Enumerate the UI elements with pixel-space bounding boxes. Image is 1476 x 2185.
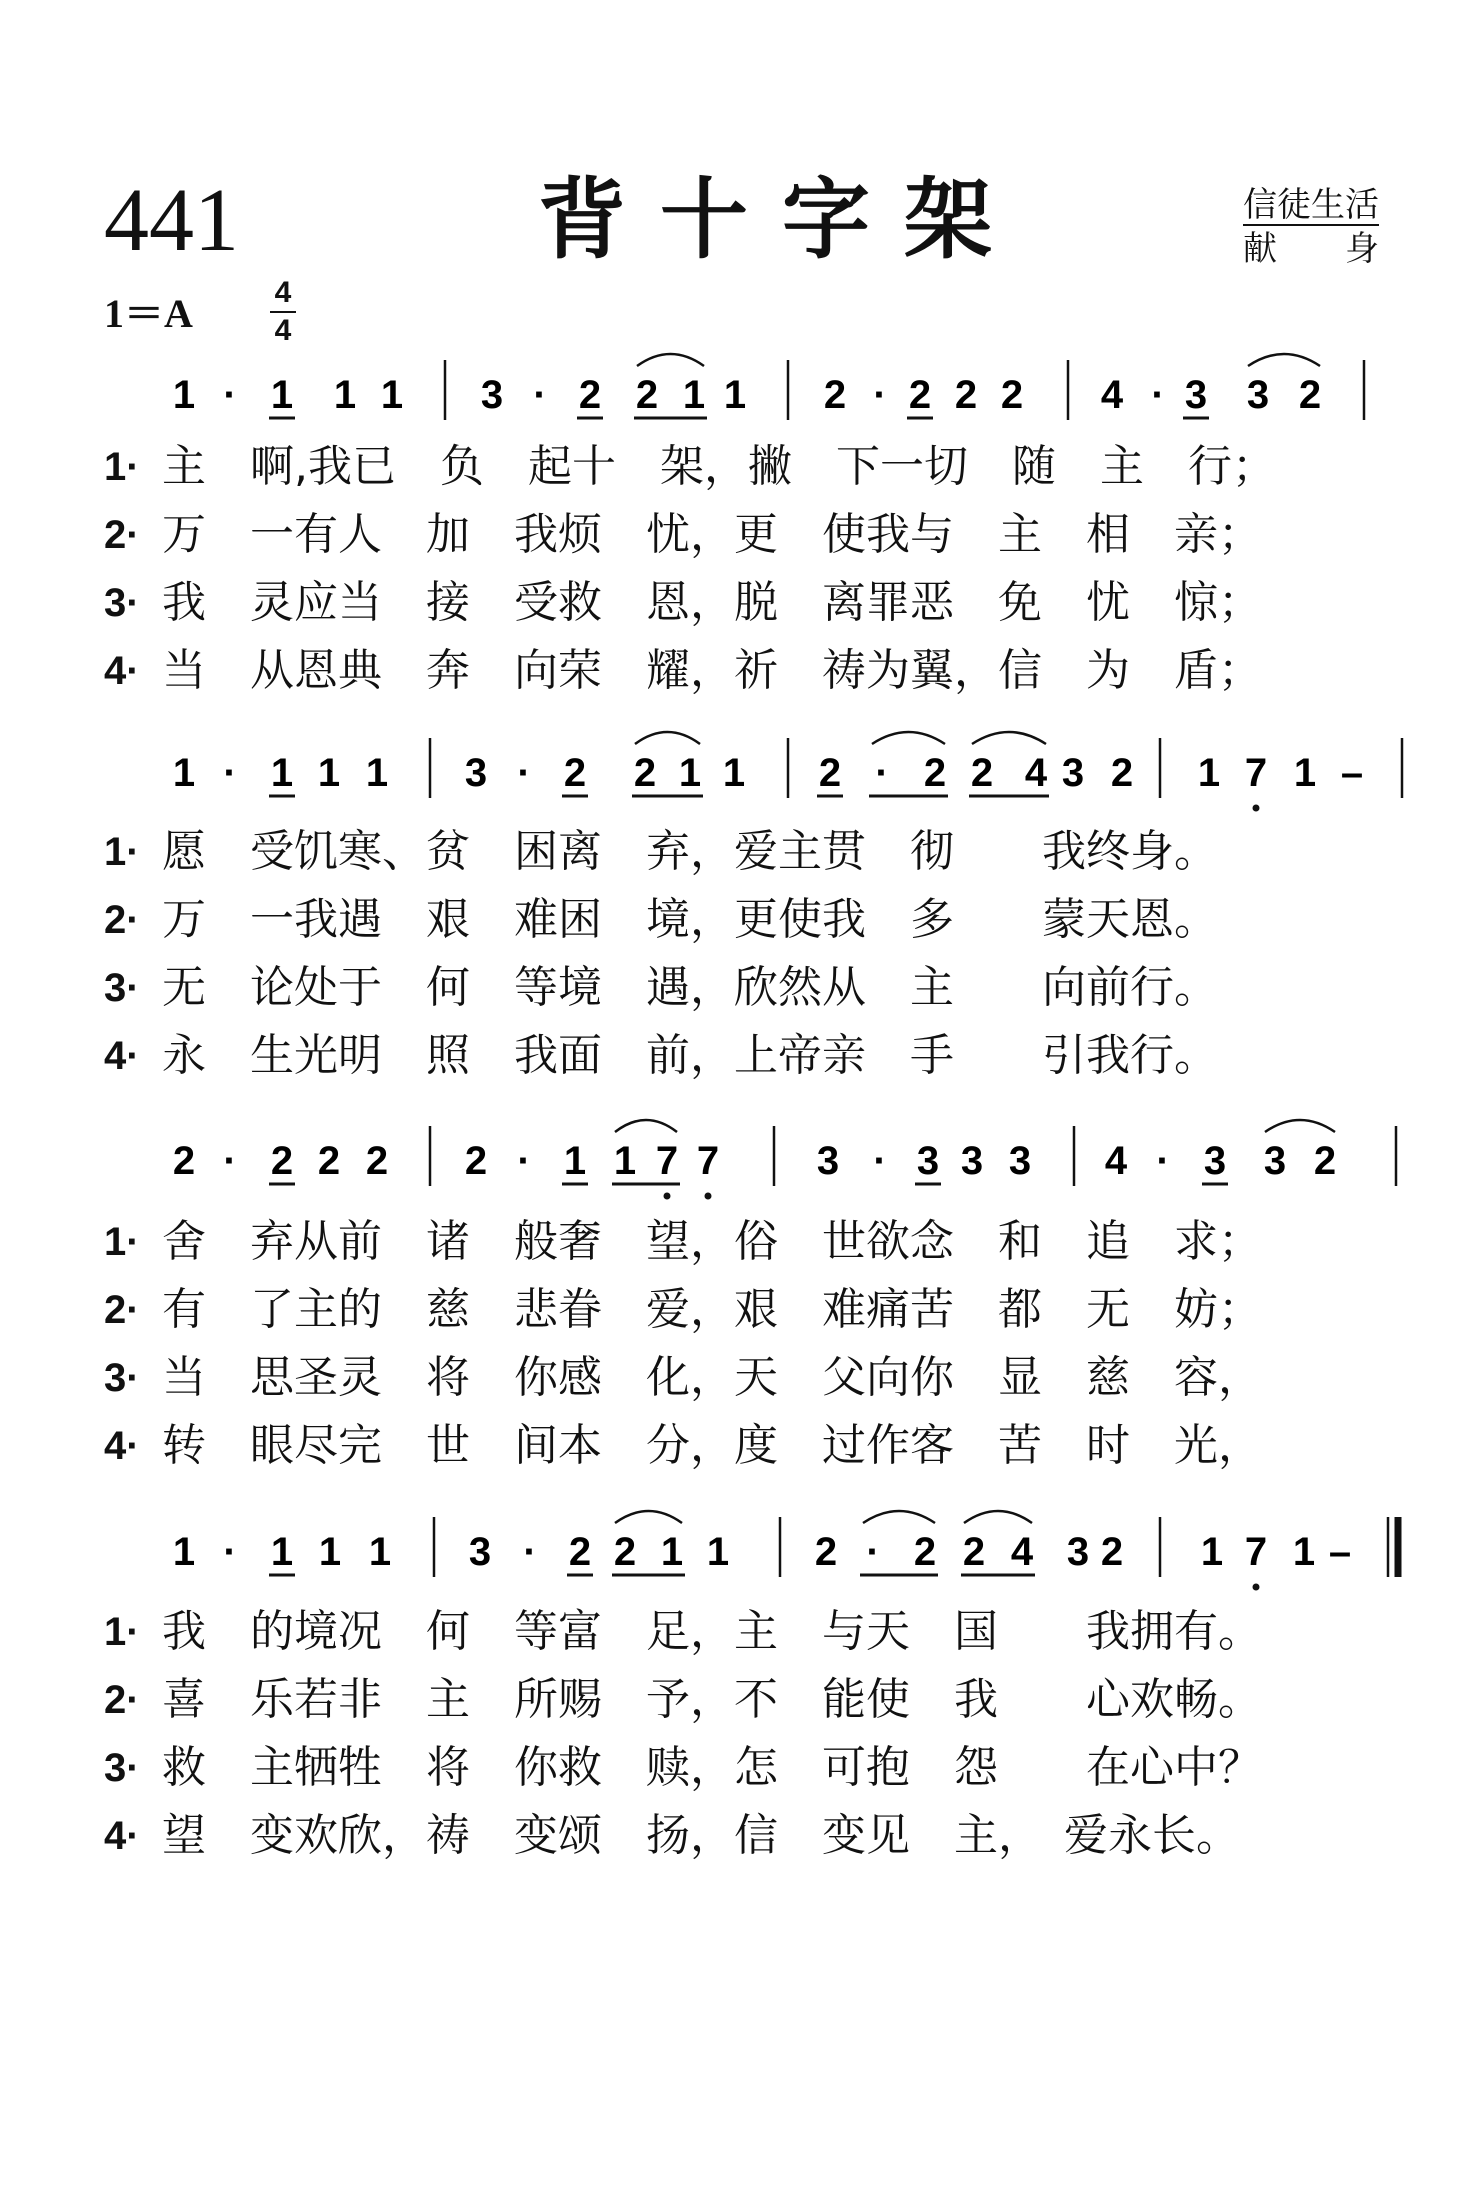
note: 1 — [317, 751, 341, 795]
note: 1 — [380, 373, 404, 417]
category-line-1: 信徒生活 — [1243, 185, 1379, 225]
note: 2 — [563, 751, 587, 795]
time-signature-top: 4 — [274, 276, 292, 309]
note: 1 — [1200, 1530, 1224, 1574]
verse-number: 4· — [104, 1814, 140, 1858]
note: 2 — [1000, 373, 1024, 417]
note: 1 — [368, 1530, 392, 1574]
note: 3 — [1008, 1139, 1032, 1183]
note: 1 — [318, 1530, 342, 1574]
note: 1 — [172, 751, 196, 795]
slur-arc — [635, 732, 700, 744]
note: 4 — [1104, 1139, 1128, 1183]
note: 2 — [1110, 751, 1134, 795]
note: 3 — [960, 1139, 984, 1183]
lyric-line: 转 眼尽完 世 间本 分，度 过作客 苦 时 光， — [162, 1420, 1262, 1471]
note: 7 — [1244, 751, 1268, 795]
lyric-line: 我 灵应当 接 受救 恩，脱 离罪恶 免 忧 惊； — [162, 577, 1262, 628]
low-octave-dot — [705, 1193, 712, 1200]
dot-augment: · — [523, 1530, 537, 1574]
note: 1 — [1292, 1530, 1316, 1574]
key-signature: 1＝A — [104, 291, 193, 336]
note: 1 — [660, 1530, 684, 1574]
note: 2 — [365, 1139, 389, 1183]
verse-number: 1· — [104, 445, 140, 489]
verse-number: 3· — [104, 1746, 140, 1790]
note: 1 — [365, 751, 389, 795]
slur-arc — [964, 1511, 1032, 1523]
slur-arc — [615, 1511, 682, 1523]
slur-arc — [872, 732, 945, 744]
note: 3 — [1061, 751, 1085, 795]
dot-augment: · — [875, 751, 889, 795]
lyric-line: 我 的境况 何 等富 足，主 与天 国 我拥有。 — [162, 1606, 1262, 1657]
note: 2 — [970, 751, 994, 795]
note: 2 — [908, 373, 932, 417]
lyric-line: 当 从恩典 奔 向荣 耀，祈 祷为翼，信 为 盾； — [162, 645, 1262, 696]
note: 1 — [678, 751, 702, 795]
lyric-line: 愿 受饥寒、贫 困离 弃，爱主贯 彻 我终身。 — [162, 826, 1218, 877]
note: 3 — [464, 751, 488, 795]
note: 7 — [1244, 1530, 1268, 1574]
dot-augment: · — [873, 373, 887, 417]
note: 1 — [1293, 751, 1317, 795]
note: 1 — [172, 373, 196, 417]
note: 4 — [1100, 373, 1124, 417]
hymn-number: 441 — [104, 171, 239, 270]
note: 3 — [1184, 373, 1208, 417]
note: 3 — [480, 373, 504, 417]
dash-sustain: – — [1340, 751, 1364, 795]
note: 3 — [1203, 1139, 1227, 1183]
lyric-line: 喜 乐若非 主 所赐 予，不 能使 我 心欢畅。 — [162, 1674, 1262, 1725]
slur-arc — [615, 1120, 677, 1132]
note: 3 — [1246, 373, 1270, 417]
note: 1 — [722, 751, 746, 795]
time-signature-bottom: 4 — [274, 314, 292, 347]
lyric-line: 万 一有人 加 我烦 忧，更 使我与 主 相 亲； — [162, 509, 1262, 560]
lyric-line: 救 主牺牲 将 你救 赎，怎 可抱 怨 在心中？ — [162, 1742, 1262, 1793]
dot-augment: · — [1151, 373, 1165, 417]
note: 4 — [1010, 1530, 1034, 1574]
slur-arc — [972, 732, 1046, 744]
note: 1 — [270, 373, 294, 417]
note: 1 — [172, 1530, 196, 1574]
verse-number: 1· — [104, 1220, 140, 1264]
note: 2 — [270, 1139, 294, 1183]
slur-arc — [637, 354, 704, 366]
hymn-title: 背十字架 — [538, 168, 1027, 271]
note: 1 — [563, 1139, 587, 1183]
note: 2 — [913, 1530, 937, 1574]
note: 2 — [814, 1530, 838, 1574]
dot-augment: · — [517, 751, 531, 795]
verse-number: 4· — [104, 649, 140, 693]
verse-number: 3· — [104, 1356, 140, 1400]
dot-augment: · — [223, 1530, 237, 1574]
verse-number: 3· — [104, 966, 140, 1010]
dot-augment: · — [223, 1139, 237, 1183]
lyric-line: 当 思圣灵 将 你感 化，天 父向你 显 慈 容， — [162, 1352, 1262, 1403]
note: 4 — [1024, 751, 1048, 795]
note: 2 — [578, 373, 602, 417]
note: 2 — [1298, 373, 1322, 417]
note: 2 — [1100, 1530, 1124, 1574]
note: 2 — [823, 373, 847, 417]
lyric-line: 舍 弃从前 诸 般奢 望，俗 世欲念 和 追 求； — [162, 1216, 1262, 1267]
lyric-line: 望 变欢欣，祷 变颂 扬，信 变见 主， 爱永长。 — [162, 1810, 1240, 1861]
note: 2 — [172, 1139, 196, 1183]
category-line-2: 献 身 — [1243, 229, 1379, 269]
note: 2 — [317, 1139, 341, 1183]
note: 3 — [816, 1139, 840, 1183]
note: 2 — [818, 751, 842, 795]
lyric-line: 无 论处于 何 等境 遇，欣然从 主 向前行。 — [162, 962, 1218, 1013]
note: 1 — [333, 373, 357, 417]
verse-number: 2· — [104, 1678, 140, 1722]
note: 1 — [1197, 751, 1221, 795]
note: 2 — [1313, 1139, 1337, 1183]
dot-augment: · — [1156, 1139, 1170, 1183]
note: 2 — [613, 1530, 637, 1574]
lyric-line: 万 一我遇 艰 难困 境，更使我 多 蒙天恩。 — [162, 894, 1218, 945]
dot-augment: · — [223, 751, 237, 795]
note: 7 — [696, 1139, 720, 1183]
note: 7 — [655, 1139, 679, 1183]
dot-augment: · — [517, 1139, 531, 1183]
verse-number: 2· — [104, 513, 140, 557]
note: 2 — [923, 751, 947, 795]
note: 2 — [962, 1530, 986, 1574]
verse-number: 4· — [104, 1424, 140, 1468]
dot-augment: · — [866, 1530, 880, 1574]
note: 1 — [613, 1139, 637, 1183]
lyric-line: 主 啊,我已 负 起十 架，撇 下一切 随 主 行； — [162, 441, 1276, 492]
verse-number: 1· — [104, 830, 140, 874]
lyric-line: 有 了主的 慈 悲眷 爱，艰 难痛苦 都 无 妨； — [162, 1284, 1262, 1335]
note: 1 — [706, 1530, 730, 1574]
note: 1 — [682, 373, 706, 417]
slur-arc — [1248, 354, 1320, 366]
note: 2 — [954, 373, 978, 417]
slur-arc — [863, 1511, 935, 1523]
note: 2 — [464, 1139, 488, 1183]
dot-augment: · — [873, 1139, 887, 1183]
note: 1 — [723, 373, 747, 417]
low-octave-dot — [1253, 1584, 1260, 1591]
verse-number: 3· — [104, 581, 140, 625]
verse-number: 4· — [104, 1034, 140, 1078]
note: 2 — [635, 373, 659, 417]
note: 3 — [1066, 1530, 1090, 1574]
low-octave-dot — [664, 1193, 671, 1200]
verse-number: 2· — [104, 898, 140, 942]
low-octave-dot — [1253, 805, 1260, 812]
verse-number: 2· — [104, 1288, 140, 1332]
note: 3 — [916, 1139, 940, 1183]
note: 2 — [633, 751, 657, 795]
verse-number: 1· — [104, 1610, 140, 1654]
dot-augment: · — [223, 373, 237, 417]
note: 1 — [270, 1530, 294, 1574]
slur-arc — [1265, 1120, 1335, 1132]
note: 2 — [568, 1530, 592, 1574]
note: 3 — [468, 1530, 492, 1574]
note: 1 — [270, 751, 294, 795]
lyric-line: 永 生光明 照 我面 前，上帝亲 手 引我行。 — [162, 1030, 1218, 1081]
note: 3 — [1263, 1139, 1287, 1183]
dash-sustain: – — [1328, 1530, 1352, 1574]
dot-augment: · — [533, 373, 547, 417]
